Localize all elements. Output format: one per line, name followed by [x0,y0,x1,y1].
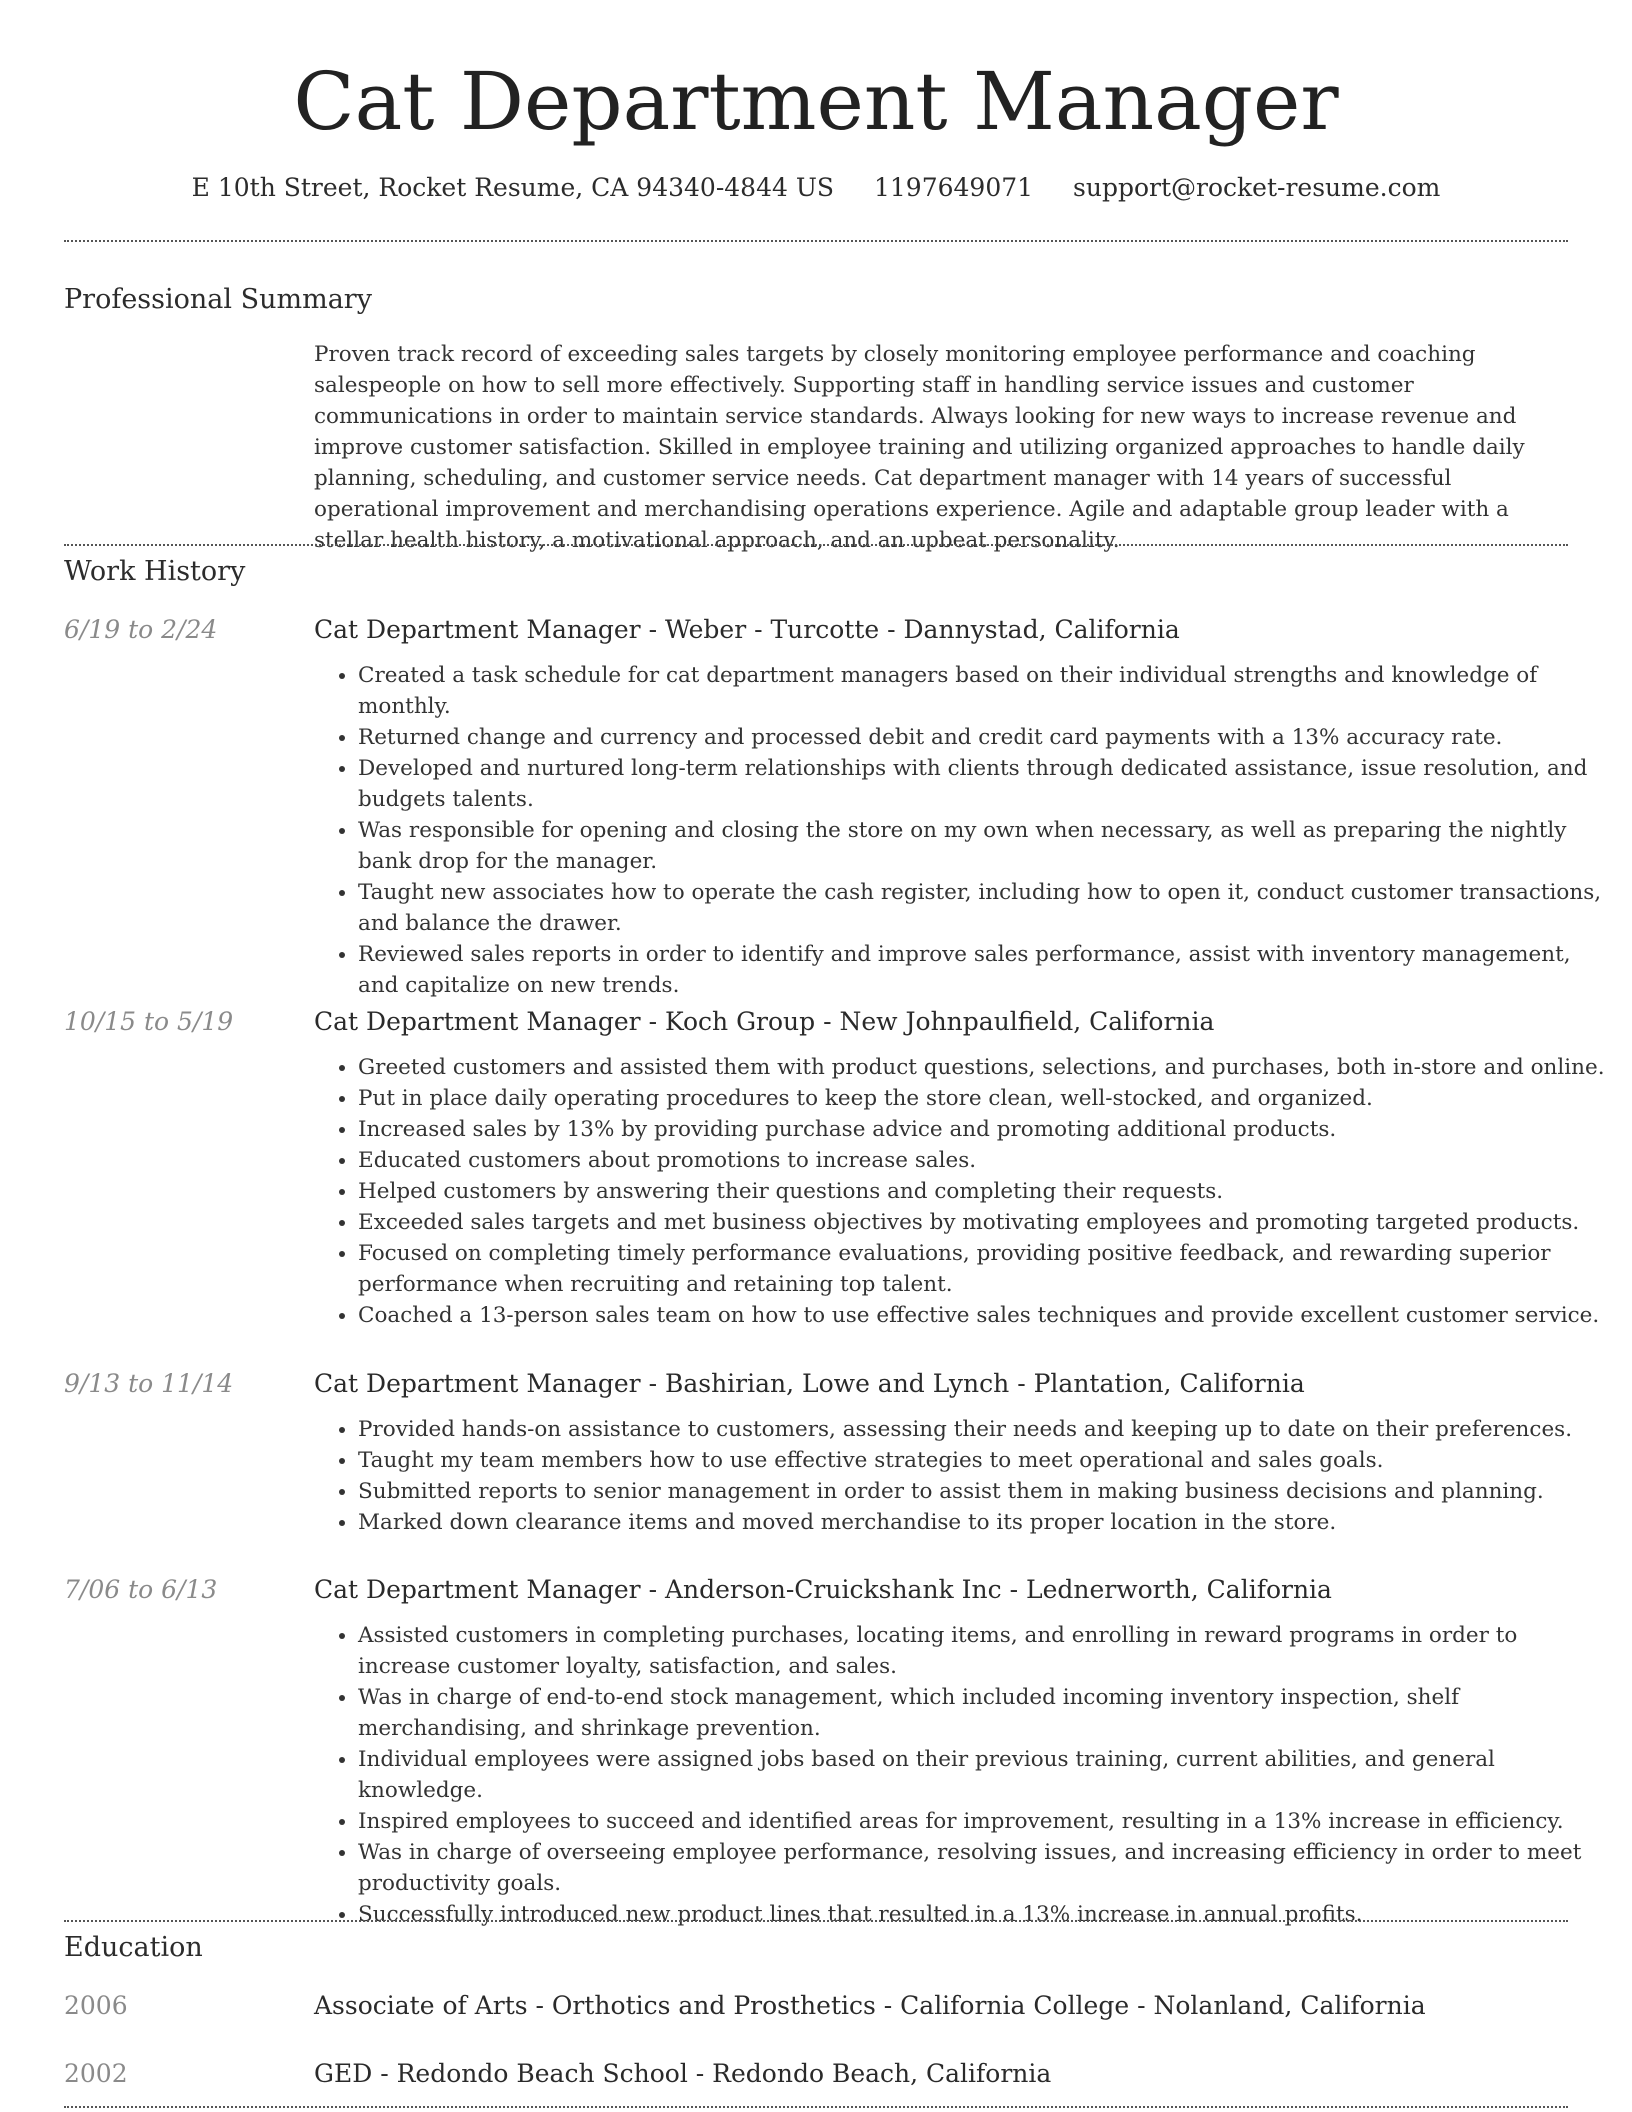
job-bullet: • Coached a 13-person sales team on how to use effective sales techniques and provide excellent customer service. [358,1300,1612,1331]
section-divider [64,240,1568,242]
job-title: Cat Department Manager - Bashirian, Lowe and Lynch - Plantation, California [314,1369,1305,1398]
job-bullet: • Greeted customers and assisted them with product questions, selections, and purchases, both in-store and online. [358,1052,1612,1083]
job-bullets [314,1052,1612,1331]
summary-heading: Professional Summary [64,284,372,315]
job-bullet: • Successfully introduced new product lines that resulted in a 13% increase in annual profits. [358,1899,1612,1930]
job-title: Cat Department Manager - Weber - Turcotte - Dannystad, California [314,615,1180,644]
contact-line [0,170,1632,206]
job-bullet: • Increased sales by 13% by providing purchase advice and promoting additional products. [358,1114,1612,1145]
job-bullet: • Taught my team members how to use effective strategies to meet operational and sales goals. [358,1445,1612,1476]
candidate-name: Cat Department Manager [293,55,1339,148]
job-bullet: • Put in place daily operating procedures to keep the store clean, well-stocked, and organized. [358,1083,1612,1114]
job-bullet: • Returned change and currency and processed debit and credit card payments with a 13% accuracy rate. [358,722,1612,753]
section-divider [64,1920,1568,1922]
contact-phone: 1197649071 [874,173,1034,202]
summary-text: Proven track record of exceeding sales targets by closely monitoring employee performance and coaching salespeople on how to sell more effectively. Supporting staff in handling service issues and customer communications in order to maintain service standards. Always looking for new ways to increase revenue and improve customer satisfaction. Skilled in employee training and utilizing organized approaches to handle daily planning, scheduling, and customer service needs. Cat department manager with 14 years of successful operational improvement and merchandising operations experience. Agile and adaptable group leader with a stellar health history, a motivational approach, and an upbeat personality. [314,342,1525,553]
job-bullets [314,1620,1612,1930]
education-title: Associate of Arts - Orthotics and Prosthetics - California College - Nolanland, California [314,1991,1426,2020]
section-divider [64,2106,1568,2108]
job-dates: 7/06 to 6/13 [64,1575,218,1604]
job-bullet: • Marked down clearance items and moved merchandise to its proper location in the store. [358,1507,1612,1538]
section-divider [64,544,1568,546]
job-bullet: • Reviewed sales reports in order to identify and improve sales performance, assist with inventory management, and capitalize on new trends. [358,939,1612,1001]
contact-email: support@rocket-resume.com [1073,173,1441,202]
job-bullet: • Was responsible for opening and closing the store on my own when necessary, as well as preparing the nightly bank drop for the manager. [358,815,1612,877]
job-bullet: • Was in charge of end-to-end stock management, which included incoming inventory inspection, shelf merchandising, and shrinkage prevention. [358,1682,1612,1744]
job-bullets [314,660,1612,1001]
job-bullet: • Focused on completing timely performance evaluations, providing positive feedback, and rewarding superior performance when recruiting and retaining top talent. [358,1238,1612,1300]
job-bullet: • Individual employees were assigned jobs based on their previous training, current abilities, and general knowledge. [358,1744,1612,1806]
job-title: Cat Department Manager - Koch Group - New Johnpaulfield, California [314,1007,1215,1036]
job-bullet: • Exceeded sales targets and met business objectives by motivating employees and promoting targeted products. [358,1207,1612,1238]
job-dates: 9/13 to 11/14 [64,1369,234,1398]
education-year: 2006 [64,1991,128,2020]
job-bullet: • Submitted reports to senior management in order to assist them in making business decisions and planning. [358,1476,1612,1507]
contact-address: E 10th Street, Rocket Resume, CA 94340-4844 US [191,173,835,202]
job-bullet: • Inspired employees to succeed and identified areas for improvement, resulting in a 13% increase in efficiency. [358,1806,1612,1837]
job-bullet: • Taught new associates how to operate the cash register, including how to open it, conduct customer transactions, and balance the drawer. [358,877,1612,939]
job-bullet: • Educated customers about promotions to increase sales. [358,1145,1612,1176]
job-bullet: • Was in charge of overseeing employee performance, resolving issues, and increasing efficiency in order to meet productivity goals. [358,1837,1612,1899]
education-year: 2002 [64,2059,128,2088]
work-history-heading: Work History [64,556,246,587]
job-bullet: • Assisted customers in completing purchases, locating items, and enrolling in reward programs in order to increase customer loyalty, satisfaction, and sales. [358,1620,1612,1682]
job-bullets [314,1414,1612,1538]
education-title: GED - Redondo Beach School - Redondo Beach, California [314,2059,1052,2088]
job-dates: 6/19 to 2/24 [64,615,218,644]
job-bullet: • Created a task schedule for cat department managers based on their individual strengths and knowledge of monthly. [358,660,1612,722]
job-bullet: • Provided hands-on assistance to customers, assessing their needs and keeping up to date on their preferences. [358,1414,1612,1445]
job-dates: 10/15 to 5/19 [64,1007,234,1036]
job-title: Cat Department Manager - Anderson-Cruickshank Inc - Lednerworth, California [314,1575,1332,1604]
job-bullet: • Developed and nurtured long-term relationships with clients through dedicated assistance, issue resolution, and budgets talents. [358,753,1612,815]
job-bullet: • Helped customers by answering their questions and completing their requests. [358,1176,1612,1207]
education-heading: Education [64,1932,203,1963]
